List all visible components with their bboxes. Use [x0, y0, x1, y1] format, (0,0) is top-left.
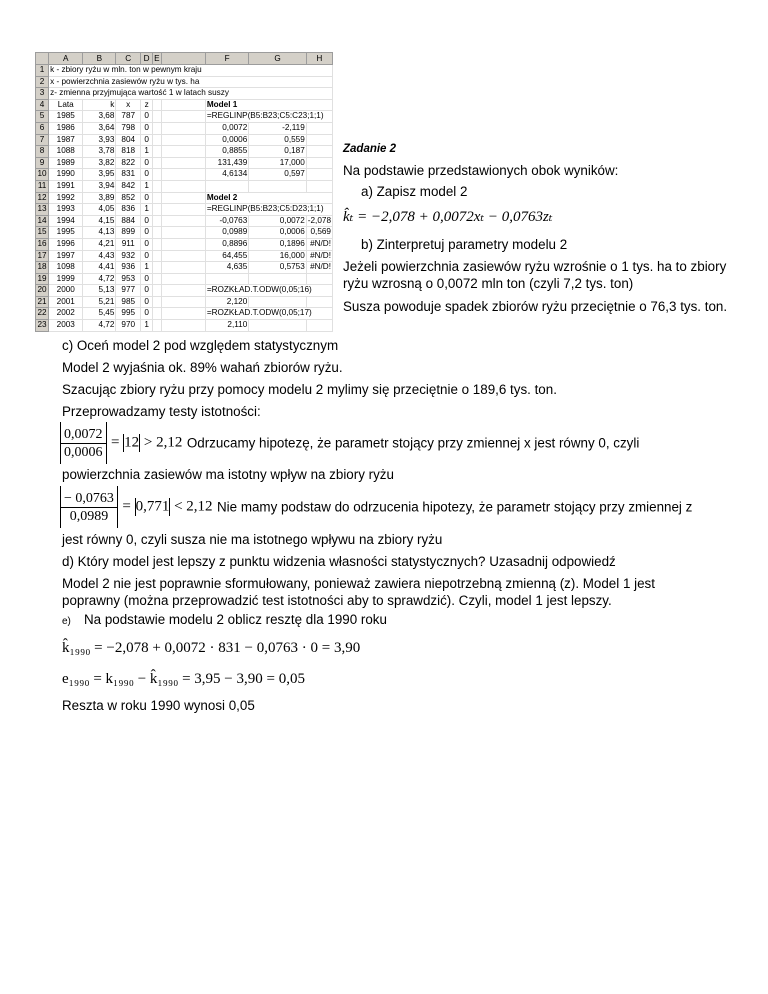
sheet-cell[interactable]: z — [141, 99, 153, 111]
sheet-cell[interactable]: 0 — [141, 238, 153, 250]
t-test-z-conclusion-cont: jest równy 0, czyli susza nie ma istotnego wpływu na zbiory ryżu — [62, 532, 443, 547]
sheet-cell[interactable]: 0 — [141, 308, 153, 320]
column-header-f[interactable]: F — [205, 53, 248, 65]
sheet-cell[interactable] — [161, 296, 205, 308]
sheet-cell[interactable]: 2000 — [49, 285, 83, 297]
sheet-cell[interactable]: 5,13 — [83, 285, 116, 297]
sheet-cell[interactable] — [161, 273, 205, 285]
row-header[interactable]: 4 — [36, 99, 49, 111]
row-header[interactable]: 1 — [36, 65, 49, 77]
t-test-x-conclusion-cont: powierzchnia zasiewów ma istotny wpływ na zbiory ryżu — [62, 467, 394, 482]
sheet-cell[interactable]: =REGLINP(B5:B23;C5:D23;1;1) — [205, 204, 332, 216]
sheet-cell[interactable]: =ROZKŁAD.T.ODW(0,05;16) — [205, 285, 332, 297]
sheet-cell[interactable]: 3,64 — [83, 122, 116, 134]
sheet-cell[interactable]: 953 — [116, 273, 141, 285]
sheet-row — [36, 320, 333, 332]
sheet-cell[interactable]: 3,94 — [83, 180, 116, 192]
sheet-row — [36, 180, 333, 192]
sheet-cell[interactable]: 1 — [141, 204, 153, 216]
row-header[interactable]: 13 — [36, 204, 49, 216]
sheet-cell[interactable]: 0,187 — [249, 146, 307, 158]
row-header[interactable]: 14 — [36, 215, 49, 227]
row-header[interactable]: 3 — [36, 88, 49, 100]
sheet-cell[interactable]: 899 — [116, 227, 141, 239]
sheet-cell[interactable]: 1 — [141, 146, 153, 158]
sheet-cell[interactable]: 0 — [141, 111, 153, 123]
sheet-cell[interactable] — [153, 157, 161, 169]
row-header[interactable]: 23 — [36, 320, 49, 332]
interpretation-z: Susza powoduje spadek zbiorów ryżu przeciętnie o 76,3 tys. ton. — [343, 299, 728, 314]
column-header-gap[interactable] — [161, 53, 205, 65]
sheet-cell[interactable]: 4,41 — [83, 262, 116, 274]
sheet-row — [36, 122, 333, 134]
sheet-cell[interactable]: 0 — [141, 215, 153, 227]
sheet-cell[interactable] — [153, 180, 161, 192]
row-header[interactable]: 22 — [36, 308, 49, 320]
sheet-row — [36, 308, 333, 320]
sheet-row — [36, 146, 333, 158]
sheet-cell[interactable]: 131,439 — [205, 157, 248, 169]
sheet-cell[interactable]: 1 — [141, 320, 153, 332]
column-header-d[interactable]: D — [141, 53, 153, 65]
question-a: a) Zapisz model 2 — [361, 184, 468, 199]
sheet-cell[interactable] — [306, 273, 332, 285]
sheet-cell[interactable]: 852 — [116, 192, 141, 204]
sheet-cell[interactable] — [153, 238, 161, 250]
spreadsheet-screenshot — [35, 52, 333, 330]
sheet-cell[interactable] — [153, 227, 161, 239]
t-test-z-conclusion: Nie mamy podstaw do odrzucenia hipotezy, że parametr stojący przy zmiennej z — [217, 499, 693, 515]
t-test-x: $\frac{0,0072}{0,0006}$ = 12 > 2,12 Odrzucamy hipotezę, że parametr stojący przy zmiennej x jest równy 0, czyli — [60, 422, 639, 464]
sheet-cell[interactable] — [306, 320, 332, 332]
sheet-row — [36, 215, 333, 227]
sheet-cell[interactable]: 0 — [141, 134, 153, 146]
sheet-row — [36, 76, 333, 88]
t-test-z: $\frac{- 0,0763}{0,0989}$ = 0,771 < 2,12 Nie mamy podstaw do odrzucenia hipotezy, że parametr stojący przy zmiennej z — [60, 486, 692, 528]
sheet-cell[interactable] — [249, 320, 307, 332]
sheet-cell[interactable] — [153, 99, 161, 111]
sheet-cell[interactable]: Lata — [49, 99, 83, 111]
fitted-1990-equation: k̂₁₉₉₀ = −2,078 + 0,0072 · 831 − 0,0763 · 0 = 3,90 — [62, 640, 361, 656]
sheet-cell[interactable] — [153, 285, 161, 297]
sheet-cell[interactable]: 64,455 — [205, 250, 248, 262]
sheet-cell[interactable] — [161, 285, 205, 297]
sheet-row — [36, 250, 333, 262]
sheet-cell[interactable]: 0 — [141, 285, 153, 297]
sheet-cell[interactable]: 17,000 — [249, 157, 307, 169]
sheet-corner[interactable] — [36, 53, 49, 65]
sheet-cell[interactable]: 0,0006 — [205, 134, 248, 146]
sheet-cell[interactable] — [306, 157, 332, 169]
sheet-cell[interactable]: 3,93 — [83, 134, 116, 146]
sheet-cell[interactable]: 831 — [116, 169, 141, 181]
tests-intro: Przeprowadzamy testy istotności: — [62, 404, 261, 419]
spreadsheet-table — [35, 52, 333, 332]
sheet-row — [36, 134, 333, 146]
sheet-cell[interactable]: 1990 — [49, 169, 83, 181]
sheet-row — [36, 192, 333, 204]
sheet-cell[interactable]: 0,0072 — [249, 215, 307, 227]
t-test-x-fraction: $\frac{0,0072}{0,0006}$ — [61, 426, 106, 461]
sheet-cell[interactable]: 1986 — [49, 122, 83, 134]
sheet-cell[interactable]: 842 — [116, 180, 141, 192]
sheet-cell[interactable]: 4,635 — [205, 262, 248, 274]
sheet-cell[interactable] — [153, 122, 161, 134]
sheet-cell[interactable] — [306, 180, 332, 192]
row-header[interactable]: 12 — [36, 192, 49, 204]
sheet-cell[interactable]: 911 — [116, 238, 141, 250]
sheet-cell[interactable]: 3,95 — [83, 169, 116, 181]
sheet-cell[interactable] — [161, 250, 205, 262]
sheet-cell[interactable] — [153, 308, 161, 320]
row-header[interactable]: 10 — [36, 169, 49, 181]
sheet-cell[interactable]: 0,597 — [249, 169, 307, 181]
sheet-cell[interactable]: 884 — [116, 215, 141, 227]
sheet-cell[interactable] — [249, 180, 307, 192]
sheet-cell[interactable] — [249, 296, 307, 308]
sheet-cell[interactable]: 3,68 — [83, 111, 116, 123]
sheet-cell[interactable]: 3,89 — [83, 192, 116, 204]
sheet-cell[interactable] — [205, 180, 248, 192]
column-header-h[interactable]: H — [306, 53, 332, 65]
row-header[interactable]: 6 — [36, 122, 49, 134]
sheet-cell[interactable]: 4,6134 — [205, 169, 248, 181]
sheet-cell[interactable] — [161, 262, 205, 274]
sheet-cell[interactable]: Model 1 — [205, 99, 332, 111]
sheet-cell[interactable] — [161, 111, 205, 123]
sheet-cell[interactable]: 0,559 — [249, 134, 307, 146]
sheet-cell[interactable]: 1987 — [49, 134, 83, 146]
sheet-row — [36, 273, 333, 285]
sheet-cell[interactable]: 2,120 — [205, 296, 248, 308]
sheet-cell[interactable] — [306, 169, 332, 181]
sheet-cell[interactable]: 0,569 — [306, 227, 332, 239]
sheet-cell[interactable]: 2,110 — [205, 320, 248, 332]
row-header[interactable]: 2 — [36, 76, 49, 88]
sheet-cell[interactable]: 804 — [116, 134, 141, 146]
sheet-cell[interactable] — [306, 122, 332, 134]
row-header[interactable]: 11 — [36, 180, 49, 192]
t-test-z-fraction: $\frac{- 0,0763}{0,0989}$ — [61, 490, 117, 525]
sheet-cell[interactable] — [153, 320, 161, 332]
question-b: b) Zinterpretuj parametry modelu 2 — [361, 237, 568, 252]
sheet-cell[interactable]: 0 — [141, 192, 153, 204]
sheet-cell[interactable] — [161, 122, 205, 134]
question-c: c) Oceń model 2 pod względem statystycznym — [62, 338, 339, 353]
row-header[interactable]: 7 — [36, 134, 49, 146]
sheet-cell[interactable]: 0 — [141, 169, 153, 181]
row-header[interactable]: 18 — [36, 262, 49, 274]
sheet-cell[interactable]: 16,000 — [249, 250, 307, 262]
sheet-cell[interactable]: 1996 — [49, 238, 83, 250]
sheet-cell[interactable]: 1992 — [49, 192, 83, 204]
sheet-cell[interactable]: 936 — [116, 262, 141, 274]
sheet-row — [36, 262, 333, 274]
residual-1990-equation: e₁₉₉₀ = k₁₉₉₀ − k̂₁₉₉₀ = 3,95 − 3,90 = 0,05 — [62, 671, 305, 687]
sheet-cell[interactable]: 2001 — [49, 296, 83, 308]
sheet-cell[interactable]: 1985 — [49, 111, 83, 123]
sheet-row — [36, 296, 333, 308]
sheet-cell[interactable]: 0 — [141, 227, 153, 239]
row-header[interactable]: 19 — [36, 273, 49, 285]
sheet-cell[interactable]: 4,15 — [83, 215, 116, 227]
sheet-row — [36, 204, 333, 216]
sheet-cell[interactable]: #N/D! — [306, 262, 332, 274]
sheet-cell[interactable]: 4,13 — [83, 227, 116, 239]
task-intro: Na podstawie przedstawionych obok wyników: — [343, 163, 619, 178]
sheet-cell[interactable]: =ROZKŁAD.T.ODW(0,05;17) — [205, 308, 332, 320]
sheet-cell[interactable]: 0 — [141, 157, 153, 169]
sheet-cell[interactable] — [161, 134, 205, 146]
sheet-cell[interactable] — [249, 273, 307, 285]
sheet-cell[interactable]: 932 — [116, 250, 141, 262]
sheet-cell[interactable]: =REGLINP(B5:B23;C5:C23;1;1) — [205, 111, 332, 123]
sheet-cell[interactable]: 1088 — [49, 146, 83, 158]
column-header-c[interactable]: C — [116, 53, 141, 65]
sheet-cell[interactable] — [161, 215, 205, 227]
sheet-cell[interactable] — [153, 146, 161, 158]
sheet-cell[interactable]: 1993 — [49, 204, 83, 216]
sheet-cell[interactable]: 0,0072 — [205, 122, 248, 134]
sheet-row — [36, 238, 333, 250]
sheet-row — [36, 99, 333, 111]
sheet-cell[interactable]: 4,05 — [83, 204, 116, 216]
sheet-row — [36, 285, 333, 297]
sheet-cell[interactable]: 787 — [116, 111, 141, 123]
sheet-cell[interactable]: 4,72 — [83, 320, 116, 332]
sheet-cell[interactable] — [306, 296, 332, 308]
sheet-cell[interactable] — [153, 296, 161, 308]
sheet-cell[interactable]: 1999 — [49, 273, 83, 285]
sheet-cell[interactable] — [161, 204, 205, 216]
question-e: Na podstawie modelu 2 oblicz resztę dla 1990 roku — [84, 612, 387, 627]
r-squared-text: Model 2 wyjaśnia ok. 89% wahań zbiorów ryżu. — [62, 360, 343, 375]
sheet-cell[interactable]: 1997 — [49, 250, 83, 262]
sheet-cell[interactable] — [161, 227, 205, 239]
t-test-x-conclusion: Odrzucamy hipotezę, że parametr stojący przy zmiennej x jest równy 0, czyli — [186, 435, 640, 451]
sheet-cell[interactable]: 1 — [141, 180, 153, 192]
answer-d: Model 2 nie jest poprawnie sformułowany, ponieważ zawiera niepotrzebną zmienną (z). Model 1 jest poprawny (można przeprowadzić test istotności aby to sprawdzić). Czyli, model 1 jest lepszy. — [62, 576, 655, 608]
task-heading: Zadanie 2 — [343, 143, 397, 155]
residual-result: Reszta w roku 1990 wynosi 0,05 — [62, 698, 255, 713]
sheet-cell[interactable]: z- zmienna przyjmująca wartość 1 w latach suszy — [49, 88, 333, 100]
sheet-cell[interactable]: 836 — [116, 204, 141, 216]
sheet-cell[interactable]: 0 — [141, 250, 153, 262]
sheet-cell[interactable] — [153, 169, 161, 181]
sheet-cell[interactable]: -2,119 — [249, 122, 307, 134]
sheet-cell[interactable] — [161, 146, 205, 158]
column-header-e[interactable]: E — [154, 54, 160, 63]
sheet-cell[interactable]: 1995 — [49, 227, 83, 239]
row-header[interactable]: 8 — [36, 146, 49, 158]
sheet-cell[interactable] — [161, 238, 205, 250]
row-header[interactable]: 15 — [36, 227, 49, 239]
sheet-cell[interactable]: 1991 — [49, 180, 83, 192]
sheet-cell[interactable]: -2,078 — [306, 215, 332, 227]
row-header[interactable]: 21 — [36, 296, 49, 308]
sheet-cell[interactable]: k - zbiory ryżu w mln. ton w pewnym kraju — [49, 65, 333, 77]
sheet-cell[interactable]: 977 — [116, 285, 141, 297]
interpretation-x: Jeżeli powierzchnia zasiewów ryżu wzrośnie o 1 tys. ha to zbiory ryżu wzrosną o 0,0072 mln ton (czyli 7,2 tys. ton) — [343, 259, 727, 291]
column-header-b[interactable]: B — [83, 53, 116, 65]
sheet-cell[interactable]: 2002 — [49, 308, 83, 320]
sheet-cell[interactable] — [306, 146, 332, 158]
sheet-cell[interactable]: 822 — [116, 157, 141, 169]
column-header-row — [36, 53, 333, 65]
sheet-cell[interactable] — [153, 273, 161, 285]
sheet-cell[interactable]: 3,78 — [83, 146, 116, 158]
sheet-cell[interactable]: 1989 — [49, 157, 83, 169]
sheet-cell[interactable] — [161, 308, 205, 320]
column-header-g[interactable]: G — [249, 53, 307, 65]
sheet-row — [36, 111, 333, 123]
sheet-cell[interactable]: 970 — [116, 320, 141, 332]
sheet-cell[interactable]: Model 2 — [205, 192, 332, 204]
row-header[interactable]: 5 — [36, 111, 49, 123]
sheet-cell[interactable]: 818 — [116, 146, 141, 158]
sheet-cell[interactable]: 3,82 — [83, 157, 116, 169]
sheet-cell[interactable]: #N/D! — [306, 250, 332, 262]
sheet-cell[interactable] — [153, 192, 161, 204]
sheet-cell[interactable] — [306, 134, 332, 146]
column-header-a[interactable]: A — [49, 53, 83, 65]
sheet-row — [36, 88, 333, 100]
sheet-cell[interactable] — [205, 273, 248, 285]
sheet-cell[interactable]: 1098 — [49, 262, 83, 274]
sheet-cell[interactable]: 1 — [141, 262, 153, 274]
sheet-cell[interactable] — [161, 192, 205, 204]
question-e-label: e) — [62, 616, 71, 627]
sheet-cell[interactable]: 2003 — [49, 320, 83, 332]
model-2-equation: k̂ₜ = −2,078 + 0,0072xₜ − 0,0763zₜ — [343, 209, 553, 225]
sheet-cell[interactable]: 0,5753 — [249, 262, 307, 274]
sheet-cell[interactable] — [153, 111, 161, 123]
question-d: d) Który model jest lepszy z punktu widzenia własności statystycznych? Uzasadnij odpowiedź — [62, 554, 616, 569]
sheet-cell[interactable]: 798 — [116, 122, 141, 134]
sheet-cell[interactable]: 0,0989 — [205, 227, 248, 239]
sheet-cell[interactable] — [153, 262, 161, 274]
sheet-cell[interactable] — [161, 99, 205, 111]
sheet-cell[interactable]: 985 — [116, 296, 141, 308]
sheet-cell[interactable] — [161, 320, 205, 332]
sheet-cell[interactable]: 0,8896 — [205, 238, 248, 250]
sheet-cell[interactable]: k — [83, 99, 116, 111]
sheet-cell[interactable]: 0,1896 — [249, 238, 307, 250]
sheet-cell[interactable] — [153, 204, 161, 216]
sheet-cell[interactable]: 5,21 — [83, 296, 116, 308]
sheet-cell[interactable] — [153, 215, 161, 227]
sheet-cell[interactable]: 4,43 — [83, 250, 116, 262]
row-header[interactable]: 20 — [36, 285, 49, 297]
sheet-row — [36, 157, 333, 169]
sheet-cell[interactable] — [153, 250, 161, 262]
sheet-cell[interactable]: -0,0763 — [205, 215, 248, 227]
sheet-cell[interactable] — [153, 134, 161, 146]
sheet-cell[interactable]: 0,8855 — [205, 146, 248, 158]
sheet-cell[interactable]: #N/D! — [306, 238, 332, 250]
sheet-cell[interactable]: 1994 — [49, 215, 83, 227]
sheet-cell[interactable]: 0 — [141, 273, 153, 285]
sheet-row — [36, 65, 333, 77]
sheet-cell[interactable] — [161, 157, 205, 169]
sheet-cell[interactable]: 0 — [141, 122, 153, 134]
sheet-cell[interactable]: 0 — [141, 296, 153, 308]
row-header[interactable]: 16 — [36, 238, 49, 250]
sheet-cell[interactable] — [161, 169, 205, 181]
sheet-row — [36, 169, 333, 181]
row-header[interactable]: 17 — [36, 250, 49, 262]
sheet-cell[interactable]: x - powierzchnia zasiewów ryżu w tys. ha — [49, 76, 333, 88]
sheet-cell[interactable]: x — [116, 99, 141, 111]
sheet-row — [36, 227, 333, 239]
sheet-cell[interactable] — [161, 180, 205, 192]
sheet-cell[interactable]: 995 — [116, 308, 141, 320]
row-header[interactable]: 9 — [36, 157, 49, 169]
standard-error-text: Szacując zbiory ryżu przy pomocy modelu 2 mylimy się przeciętnie o 189,6 tys. ton. — [62, 382, 557, 397]
sheet-cell[interactable]: 4,72 — [83, 273, 116, 285]
sheet-cell[interactable]: 5,45 — [83, 308, 116, 320]
sheet-cell[interactable]: 4,21 — [83, 238, 116, 250]
sheet-cell[interactable]: 0,0006 — [249, 227, 307, 239]
